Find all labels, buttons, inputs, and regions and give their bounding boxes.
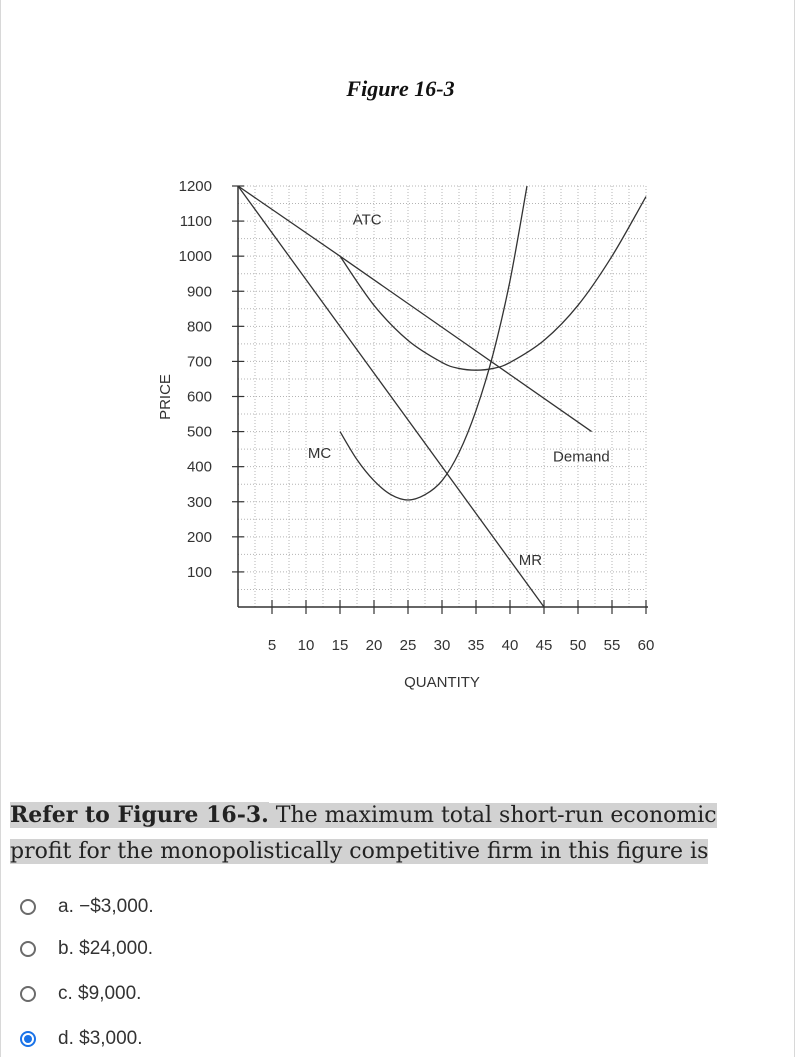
x-tick-label: 30: [433, 637, 451, 654]
option-label-b: b. $24,000.: [58, 938, 154, 959]
radio-button-b[interactable]: [20, 941, 36, 957]
x-tick-label: 5: [267, 637, 277, 654]
figure-title: Figure 16-3: [346, 76, 455, 101]
y-tick-label: 800: [186, 318, 212, 336]
x-tick-label: 55: [603, 637, 621, 654]
question-text: [10, 797, 770, 870]
option-label-d: d. $3,000.: [58, 1028, 143, 1049]
x-tick-label: 10: [297, 637, 315, 654]
x-tick-label: 20: [365, 637, 383, 654]
question-lead: Refer to Figure 16-3.: [10, 802, 269, 828]
radio-button-c[interactable]: [20, 986, 36, 1002]
option-label-c: c. $9,000.: [58, 983, 142, 1004]
y-tick-label: 700: [186, 353, 212, 371]
x-axis-label: QUANTITY: [404, 674, 480, 691]
x-tick-label: 60: [637, 637, 655, 654]
y-axis-label: PRICE: [157, 374, 174, 420]
x-tick-label: 45: [535, 637, 553, 654]
y-tick-label: 500: [186, 423, 212, 441]
option-label-a: a. −$3,000.: [58, 896, 154, 917]
series-label-mc: MC: [307, 444, 332, 462]
y-tick-label: 1000: [178, 248, 212, 266]
radio-button-d[interactable]: [20, 1031, 36, 1047]
y-tick-label: 1100: [179, 213, 212, 231]
x-tick-label: 50: [569, 637, 587, 654]
y-tick-label: 200: [186, 528, 212, 546]
series-label-atc: ATC: [352, 211, 382, 229]
option-c[interactable]: [20, 980, 141, 1008]
y-tick-label: 900: [186, 283, 212, 301]
y-tick-label: 100: [186, 563, 212, 581]
series-label-demand: Demand: [553, 448, 610, 466]
x-tick-label: 25: [399, 637, 417, 654]
x-tick-label: 35: [467, 637, 485, 654]
y-tick-label: 300: [186, 493, 212, 511]
series-line-mc: [340, 186, 527, 500]
y-tick-label: 600: [186, 388, 212, 406]
radio-button-a[interactable]: [20, 899, 36, 915]
y-tick-label: 1200: [178, 178, 212, 195]
x-tick-label: 40: [501, 637, 519, 654]
y-tick-label: 400: [186, 458, 212, 476]
question-body: The maximum total short-run economic profit for the monopolistically competitive firm in this figure is: [10, 803, 717, 864]
option-a[interactable]: [20, 893, 154, 921]
x-tick-label: 15: [331, 637, 349, 654]
option-b[interactable]: [20, 935, 153, 963]
option-d[interactable]: [20, 1025, 143, 1053]
series-label-mr: MR: [518, 551, 543, 569]
